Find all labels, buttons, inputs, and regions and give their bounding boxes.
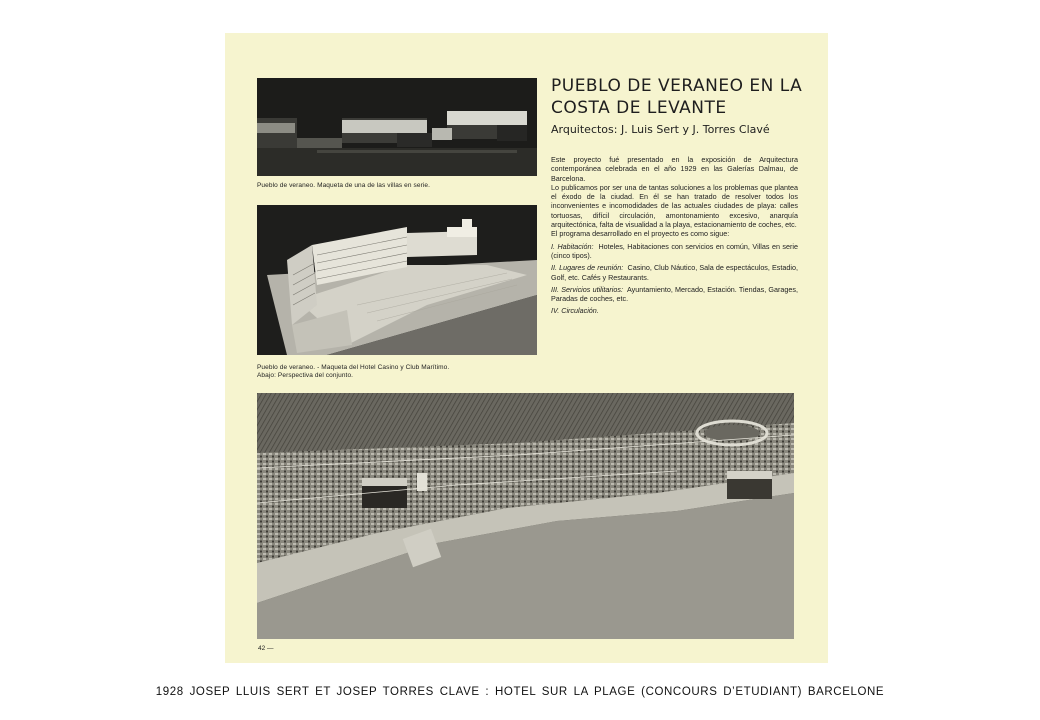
paragraph-3: El programa desarrollado en el proyecto es como sigue: bbox=[551, 229, 730, 239]
article-subtitle: Arquitectos: J. Luis Sert y J. Torres Clavé bbox=[551, 123, 770, 136]
article-body bbox=[551, 155, 798, 316]
photo1-caption: Pueblo de veraneo. Maqueta de una de las villas en serie. bbox=[257, 182, 431, 189]
photo2-caption-line1: Pueblo de veraneo. - Maqueta del Hotel Casino y Club Marítimo. bbox=[257, 364, 450, 371]
photo2-caption bbox=[257, 364, 537, 380]
paragraph-2: Lo publicamos por ser una de tantas soluciones a los problemas que plantea el éxodo de la ciudad. En él se han tratado de resolver todos los inconvenientes e incomodidades de las actuales ciudades de playa: calles tortuosas, difícil circulación, amontonamiento excesivo, anarquía arquitectónica, falta de visualidad a la playa, estacionamiento de coches, etc. bbox=[551, 182, 798, 230]
program-item-1 bbox=[551, 242, 798, 261]
program-item-3 bbox=[551, 285, 798, 304]
program-item-1-text: Hoteles, Habitaciones con servicios en común, Villas en serie (cinco tipos). bbox=[551, 241, 799, 260]
program-item-2-text: Casino, Club Náutico, Sala de espectáculos, Estadio, Golf, etc. Cafés y Restaurants. bbox=[551, 263, 798, 282]
paragraph-1: Este proyecto fué presentado en la exposición de Arquitectura contemporánea celebrada en el año 1929 en las Galerías Dalmau, de Barcelona. bbox=[551, 155, 798, 183]
photo-hotel-casino-model bbox=[257, 205, 537, 355]
program-item-2-label: II. Lugares de reunión: bbox=[551, 263, 624, 273]
title-line-2: COSTA DE LEVANTE bbox=[551, 98, 727, 118]
slide-footer-caption: 1928 JOSEP LLUIS SERT ET JOSEP TORRES CLAVE : HOTEL SUR LA PLAGE (CONCOURS D’ETUDIANT) BARCELONE bbox=[155, 686, 885, 698]
photo2-caption-line2: Abajo: Perspectiva del conjunto. bbox=[257, 372, 354, 379]
program-item-2 bbox=[551, 263, 798, 282]
title-line-1: PUEBLO DE VERANEO EN LA bbox=[551, 76, 803, 96]
photo-villas-model bbox=[257, 78, 537, 176]
page-number: 42 — bbox=[258, 645, 274, 652]
magazine-page bbox=[225, 33, 828, 663]
photo-aerial-perspective bbox=[257, 393, 794, 639]
program-item-1-label: I. Habitación: bbox=[551, 241, 594, 251]
program-item-4-label: IV. Circulación. bbox=[551, 306, 599, 316]
program-item-3-text: Ayuntamiento, Mercado, Estación. Tiendas, Garages, Paradas de coches, etc. bbox=[551, 284, 798, 304]
article-title bbox=[551, 75, 821, 119]
program-item-3-label: III. Servicios utilitarios: bbox=[551, 284, 623, 294]
program-item-4 bbox=[551, 306, 798, 315]
